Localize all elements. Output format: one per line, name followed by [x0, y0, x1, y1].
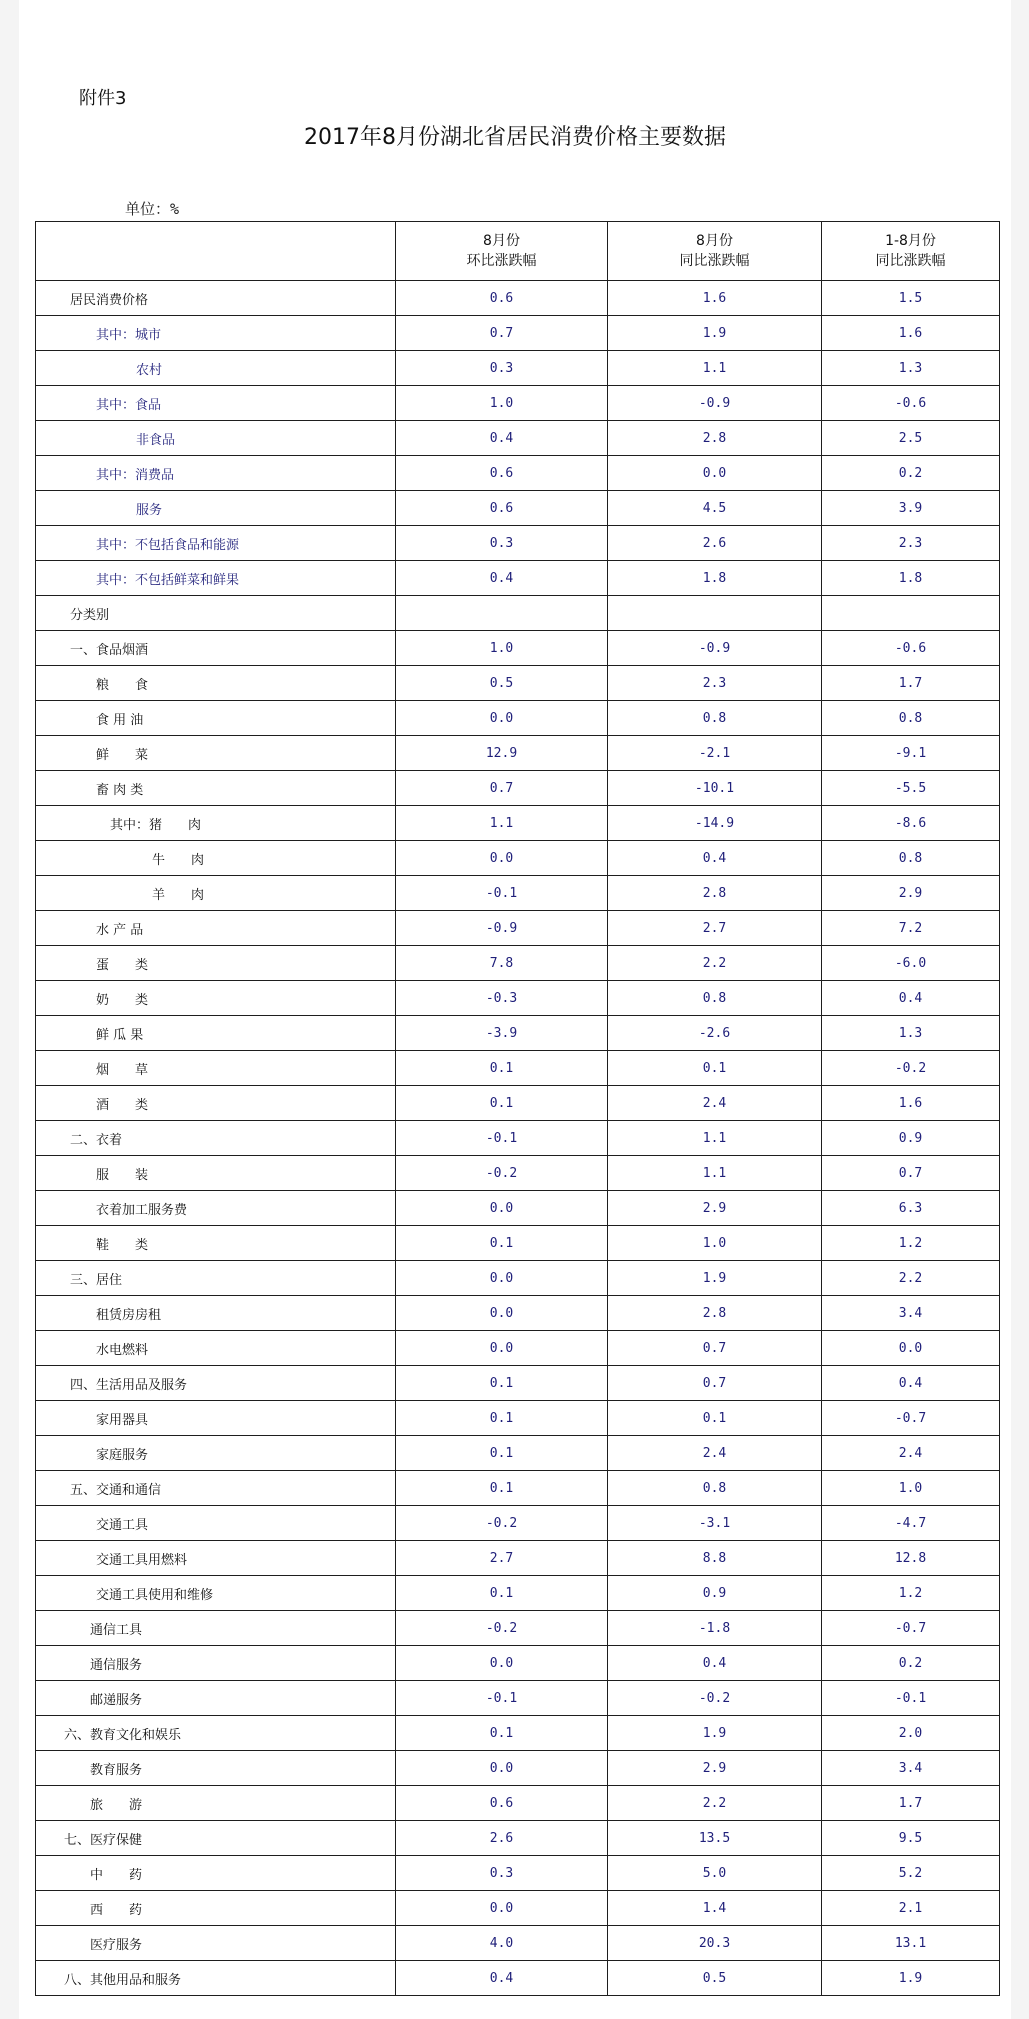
row-label: 二、衣着	[36, 1121, 396, 1156]
table-row	[36, 911, 1000, 946]
row-label: 羊 肉	[36, 876, 396, 911]
cell-mom: 0.0	[396, 1261, 608, 1296]
cell-ytd: 12.8	[822, 1541, 1000, 1576]
cell-mom: 0.0	[396, 1331, 608, 1366]
table-row	[36, 1156, 1000, 1191]
row-label: 西 药	[36, 1891, 396, 1926]
table-row	[36, 1576, 1000, 1611]
document-page	[19, 0, 1011, 2019]
table-row	[36, 1471, 1000, 1506]
table-row	[36, 596, 1000, 631]
row-label: 交通工具使用和维修	[36, 1576, 396, 1611]
row-label: 其中：猪 肉	[36, 806, 396, 841]
cell-mom: -0.1	[396, 876, 608, 911]
cell-yoy: 2.8	[608, 876, 822, 911]
table-row	[36, 1786, 1000, 1821]
cell-ytd: 0.4	[822, 981, 1000, 1016]
cell-mom: 0.1	[396, 1086, 608, 1121]
page-title: 2017年8月份湖北省居民消费价格主要数据	[304, 125, 726, 150]
table-row	[36, 1681, 1000, 1716]
cell-ytd: 1.7	[822, 666, 1000, 701]
cell-mom: 4.0	[396, 1926, 608, 1961]
cell-ytd: 5.2	[822, 1856, 1000, 1891]
cell-ytd: 9.5	[822, 1821, 1000, 1856]
row-label: 中 药	[36, 1856, 396, 1891]
table-row	[36, 1926, 1000, 1961]
cell-mom: 2.7	[396, 1541, 608, 1576]
cell-ytd: 2.0	[822, 1716, 1000, 1751]
cell-mom: 1.0	[396, 386, 608, 421]
row-label: 水 产 品	[36, 911, 396, 946]
table-row	[36, 1261, 1000, 1296]
row-label: 五、交通和通信	[36, 1471, 396, 1506]
table-row	[36, 666, 1000, 701]
unit-label: 单位：%	[125, 200, 180, 218]
cell-ytd: 0.2	[822, 1646, 1000, 1681]
row-label: 畜 肉 类	[36, 771, 396, 806]
cell-yoy: -0.9	[608, 631, 822, 666]
cell-ytd: 0.4	[822, 1366, 1000, 1401]
cell-yoy: 1.8	[608, 561, 822, 596]
cell-yoy: 2.4	[608, 1436, 822, 1471]
cell-yoy: 8.8	[608, 1541, 822, 1576]
cell-mom: -0.1	[396, 1681, 608, 1716]
row-label: 鞋 类	[36, 1226, 396, 1261]
header-line: 同比涨跌幅	[875, 253, 946, 269]
cell-mom: 0.6	[396, 491, 608, 526]
cell-ytd: -0.1	[822, 1681, 1000, 1716]
table-row	[36, 1856, 1000, 1891]
row-label: 其中：消费品	[36, 456, 396, 491]
row-label: 衣着加工服务费	[36, 1191, 396, 1226]
cell-mom: 0.1	[396, 1716, 608, 1751]
cell-mom: 12.9	[396, 736, 608, 771]
cell-yoy: 0.1	[608, 1401, 822, 1436]
cell-ytd: 3.9	[822, 491, 1000, 526]
cell-mom: 1.0	[396, 631, 608, 666]
table-header-row	[36, 222, 1000, 281]
cell-yoy: 1.9	[608, 1716, 822, 1751]
table-row	[36, 1051, 1000, 1086]
cell-ytd: 1.3	[822, 351, 1000, 386]
cell-yoy: -3.1	[608, 1506, 822, 1541]
table-row	[36, 841, 1000, 876]
cell-yoy: 4.5	[608, 491, 822, 526]
row-label: 非食品	[36, 421, 396, 456]
cell-yoy: 2.2	[608, 946, 822, 981]
row-label: 八、其他用品和服务	[36, 1961, 396, 1996]
row-label: 蛋 类	[36, 946, 396, 981]
cell-yoy: 1.1	[608, 1156, 822, 1191]
cell-mom: 0.0	[396, 1751, 608, 1786]
row-label: 一、食品烟酒	[36, 631, 396, 666]
cell-yoy: 1.1	[608, 351, 822, 386]
cell-ytd: 0.2	[822, 456, 1000, 491]
cell-ytd: 2.3	[822, 526, 1000, 561]
table-row	[36, 1891, 1000, 1926]
cell-mom: 0.7	[396, 771, 608, 806]
cell-yoy: 2.7	[608, 911, 822, 946]
cell-ytd: 6.3	[822, 1191, 1000, 1226]
cell-mom: 0.0	[396, 1891, 608, 1926]
table-row	[36, 1961, 1000, 1996]
cell-mom: 0.0	[396, 701, 608, 736]
cell-mom: 0.1	[396, 1366, 608, 1401]
cell-ytd: 2.5	[822, 421, 1000, 456]
cell-ytd: 3.4	[822, 1751, 1000, 1786]
cell-mom: 0.1	[396, 1401, 608, 1436]
row-label: 奶 类	[36, 981, 396, 1016]
header-line: 1-8月份	[885, 233, 936, 249]
table-row	[36, 1611, 1000, 1646]
cell-ytd: -5.5	[822, 771, 1000, 806]
cell-mom: 0.3	[396, 351, 608, 386]
cell-yoy: 0.4	[608, 841, 822, 876]
cell-ytd	[822, 596, 1000, 631]
cell-yoy: -2.6	[608, 1016, 822, 1051]
table-row	[36, 1226, 1000, 1261]
cell-ytd: 1.0	[822, 1471, 1000, 1506]
header-cell-mom	[396, 222, 608, 281]
row-label: 鲜 菜	[36, 736, 396, 771]
cell-mom: -0.2	[396, 1156, 608, 1191]
table-row	[36, 1646, 1000, 1681]
row-label: 三、居住	[36, 1261, 396, 1296]
row-label: 医疗服务	[36, 1926, 396, 1961]
table-row	[36, 1506, 1000, 1541]
cell-yoy: 0.1	[608, 1051, 822, 1086]
cell-yoy: 0.5	[608, 1961, 822, 1996]
cell-mom: 0.1	[396, 1436, 608, 1471]
cell-yoy: 1.9	[608, 1261, 822, 1296]
header-line: 8月份	[483, 233, 520, 249]
table-row	[36, 876, 1000, 911]
cell-yoy: 0.4	[608, 1646, 822, 1681]
row-label: 服务	[36, 491, 396, 526]
table-row	[36, 1366, 1000, 1401]
cell-mom: 0.4	[396, 421, 608, 456]
cell-mom: 0.5	[396, 666, 608, 701]
cell-yoy: 1.9	[608, 316, 822, 351]
cell-mom: -0.1	[396, 1121, 608, 1156]
cell-yoy: -0.2	[608, 1681, 822, 1716]
cell-ytd: 2.9	[822, 876, 1000, 911]
table-row	[36, 1121, 1000, 1156]
row-label: 家庭服务	[36, 1436, 396, 1471]
cell-ytd: 0.7	[822, 1156, 1000, 1191]
cell-ytd: 1.2	[822, 1576, 1000, 1611]
cell-mom: -0.2	[396, 1611, 608, 1646]
cell-ytd: 2.4	[822, 1436, 1000, 1471]
cell-ytd: 1.2	[822, 1226, 1000, 1261]
row-label: 粮 食	[36, 666, 396, 701]
header-line: 同比涨跌幅	[679, 253, 750, 269]
table-row	[36, 1401, 1000, 1436]
cell-yoy: 0.9	[608, 1576, 822, 1611]
row-label: 食 用 油	[36, 701, 396, 736]
cell-yoy: 0.0	[608, 456, 822, 491]
cell-ytd: 1.6	[822, 316, 1000, 351]
cell-ytd: -8.6	[822, 806, 1000, 841]
table-row	[36, 1016, 1000, 1051]
cell-mom: 0.1	[396, 1471, 608, 1506]
row-label: 酒 类	[36, 1086, 396, 1121]
cell-yoy: 2.4	[608, 1086, 822, 1121]
cell-yoy: 1.0	[608, 1226, 822, 1261]
table-row	[36, 1541, 1000, 1576]
cell-yoy: 2.9	[608, 1751, 822, 1786]
header-cell-ytd	[822, 222, 1000, 281]
table-row	[36, 1331, 1000, 1366]
cell-yoy: 2.9	[608, 1191, 822, 1226]
row-label: 四、生活用品及服务	[36, 1366, 396, 1401]
cell-ytd: 1.9	[822, 1961, 1000, 1996]
cell-ytd: 0.8	[822, 701, 1000, 736]
cell-mom	[396, 596, 608, 631]
table-row	[36, 631, 1000, 666]
cell-ytd: -6.0	[822, 946, 1000, 981]
cell-mom: -3.9	[396, 1016, 608, 1051]
cell-ytd: 13.1	[822, 1926, 1000, 1961]
cell-mom: 0.4	[396, 1961, 608, 1996]
row-label: 旅 游	[36, 1786, 396, 1821]
cell-ytd: 0.8	[822, 841, 1000, 876]
cell-yoy: 2.8	[608, 421, 822, 456]
row-label: 居民消费价格	[36, 281, 396, 316]
row-label: 鲜 瓜 果	[36, 1016, 396, 1051]
row-label: 交通工具用燃料	[36, 1541, 396, 1576]
table-row	[36, 316, 1000, 351]
cell-yoy: 0.8	[608, 701, 822, 736]
table-row	[36, 491, 1000, 526]
table-row	[36, 1086, 1000, 1121]
cell-ytd: 0.0	[822, 1331, 1000, 1366]
row-label: 邮递服务	[36, 1681, 396, 1716]
row-label: 牛 肉	[36, 841, 396, 876]
cell-mom: 0.0	[396, 1191, 608, 1226]
row-label: 六、教育文化和娱乐	[36, 1716, 396, 1751]
row-label: 农村	[36, 351, 396, 386]
table-row	[36, 1436, 1000, 1471]
row-label: 通信工具	[36, 1611, 396, 1646]
cell-mom: -0.2	[396, 1506, 608, 1541]
cell-ytd: 1.8	[822, 561, 1000, 596]
cell-mom: 0.0	[396, 1296, 608, 1331]
row-label: 租赁房房租	[36, 1296, 396, 1331]
row-label: 交通工具	[36, 1506, 396, 1541]
row-label: 水电燃料	[36, 1331, 396, 1366]
table-row	[36, 981, 1000, 1016]
cell-ytd: 1.3	[822, 1016, 1000, 1051]
cell-yoy: 2.6	[608, 526, 822, 561]
table-row	[36, 456, 1000, 491]
cell-ytd: 0.9	[822, 1121, 1000, 1156]
cell-yoy: 0.7	[608, 1331, 822, 1366]
cell-yoy: 2.8	[608, 1296, 822, 1331]
cell-mom: -0.3	[396, 981, 608, 1016]
table-row	[36, 351, 1000, 386]
table-row	[36, 561, 1000, 596]
header-line: 环比涨跌幅	[466, 253, 537, 269]
row-label: 教育服务	[36, 1751, 396, 1786]
table-row	[36, 386, 1000, 421]
cell-yoy: -0.9	[608, 386, 822, 421]
table-row	[36, 701, 1000, 736]
table-row	[36, 421, 1000, 456]
cell-mom: 0.1	[396, 1226, 608, 1261]
row-label: 家用器具	[36, 1401, 396, 1436]
table-row	[36, 946, 1000, 981]
row-label: 服 装	[36, 1156, 396, 1191]
cell-ytd: -0.6	[822, 631, 1000, 666]
cell-ytd: -0.7	[822, 1401, 1000, 1436]
cell-mom: 0.1	[396, 1576, 608, 1611]
cell-yoy: 20.3	[608, 1926, 822, 1961]
cell-ytd: 1.7	[822, 1786, 1000, 1821]
cell-yoy	[608, 596, 822, 631]
row-label: 其中：不包括鲜菜和鲜果	[36, 561, 396, 596]
cell-mom: 0.6	[396, 281, 608, 316]
cell-ytd: 2.1	[822, 1891, 1000, 1926]
cell-yoy: 13.5	[608, 1821, 822, 1856]
table-row	[36, 1716, 1000, 1751]
cell-mom: 0.3	[396, 526, 608, 561]
header-cell-yoy	[608, 222, 822, 281]
cell-mom: 1.1	[396, 806, 608, 841]
cell-ytd: -4.7	[822, 1506, 1000, 1541]
cell-ytd: 1.5	[822, 281, 1000, 316]
cpi-table	[35, 221, 1000, 1996]
cell-yoy: 0.8	[608, 1471, 822, 1506]
row-label: 其中：食品	[36, 386, 396, 421]
table-row	[36, 1751, 1000, 1786]
row-label: 通信服务	[36, 1646, 396, 1681]
header-cell-category	[36, 222, 396, 281]
cell-yoy: 1.1	[608, 1121, 822, 1156]
row-label: 七、医疗保健	[36, 1821, 396, 1856]
row-label: 其中：不包括食品和能源	[36, 526, 396, 561]
cell-yoy: -2.1	[608, 736, 822, 771]
table-row	[36, 281, 1000, 316]
cell-yoy: 2.2	[608, 1786, 822, 1821]
table-row	[36, 736, 1000, 771]
cell-ytd: -9.1	[822, 736, 1000, 771]
cell-ytd: -0.6	[822, 386, 1000, 421]
cell-yoy: 1.4	[608, 1891, 822, 1926]
cell-yoy: -10.1	[608, 771, 822, 806]
cell-mom: 0.6	[396, 456, 608, 491]
cell-yoy: -1.8	[608, 1611, 822, 1646]
table-row	[36, 771, 1000, 806]
header-line: 8月份	[696, 233, 733, 249]
cell-mom: 0.6	[396, 1786, 608, 1821]
cell-ytd: 1.6	[822, 1086, 1000, 1121]
table-row	[36, 1191, 1000, 1226]
row-label: 烟 草	[36, 1051, 396, 1086]
row-label: 分类别	[36, 596, 396, 631]
cell-ytd: 3.4	[822, 1296, 1000, 1331]
cell-mom: 0.1	[396, 1051, 608, 1086]
cell-ytd: 7.2	[822, 911, 1000, 946]
cell-mom: -0.9	[396, 911, 608, 946]
cell-ytd: -0.2	[822, 1051, 1000, 1086]
cell-yoy: 1.6	[608, 281, 822, 316]
cell-ytd: 2.2	[822, 1261, 1000, 1296]
cell-mom: 7.8	[396, 946, 608, 981]
cell-yoy: 5.0	[608, 1856, 822, 1891]
cell-yoy: 2.3	[608, 666, 822, 701]
cell-mom: 0.7	[396, 316, 608, 351]
table-row	[36, 1821, 1000, 1856]
cell-yoy: 0.7	[608, 1366, 822, 1401]
table-row	[36, 806, 1000, 841]
cell-mom: 0.0	[396, 1646, 608, 1681]
cell-mom: 0.4	[396, 561, 608, 596]
cell-yoy: -14.9	[608, 806, 822, 841]
cell-mom: 0.3	[396, 1856, 608, 1891]
table-row	[36, 526, 1000, 561]
cell-mom: 2.6	[396, 1821, 608, 1856]
row-label: 其中：城市	[36, 316, 396, 351]
cell-ytd: -0.7	[822, 1611, 1000, 1646]
attachment-label: 附件3	[79, 88, 127, 109]
cell-mom: 0.0	[396, 841, 608, 876]
table-row	[36, 1296, 1000, 1331]
cell-yoy: 0.8	[608, 981, 822, 1016]
